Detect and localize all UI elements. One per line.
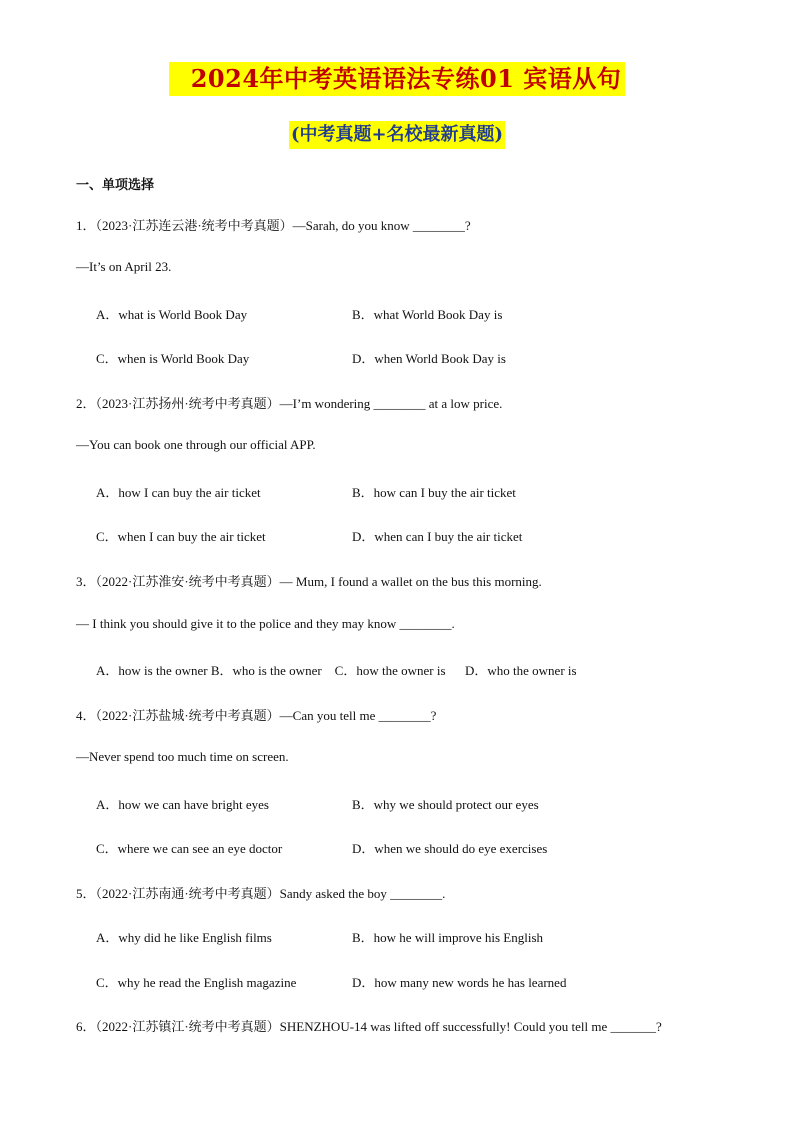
question-5-option-c: C．why he read the English magazine	[96, 975, 297, 990]
question-5-option-b: B．how he will improve his English	[352, 930, 544, 945]
question-1-stem: 1．（2023·江苏连云港·统考中考真题）—Sarah, do you know ________?	[76, 218, 471, 233]
subtitle-block	[0, 121, 794, 149]
question-4-reply: —Never spend too much time on screen.	[76, 749, 289, 764]
question-4-option-b: B．why we should protect our eyes	[352, 797, 539, 812]
question-2-option-d: D．when can I buy the air ticket	[352, 529, 523, 544]
title-block	[0, 62, 794, 96]
question-2-reply: —You can book one through our official APP.	[76, 437, 316, 452]
question-4-option-d: D．when we should do eye exercises	[352, 841, 548, 856]
question-1-option-d: D．when World Book Day is	[352, 351, 506, 366]
question-5-stem: 5．（2022·江苏南通·统考中考真题）Sandy asked the boy ________.	[76, 886, 446, 901]
page-subtitle: (中考真题+名校最新真题)	[289, 121, 505, 149]
question-5-option-a: A．why did he like English films	[96, 930, 272, 945]
question-6-stem: 6．（2022·江苏镇江·统考中考真题）SHENZHOU-14 was lifted off successfully! Could you tell me _______?	[76, 1019, 662, 1034]
question-1-option-c: C．when is World Book Day	[96, 351, 250, 366]
question-3-options: A．how is the owner B．who is the owner C．how the owner is D．who the owner is	[96, 663, 577, 678]
question-4-stem: 4．（2022·江苏盐城·统考中考真题）—Can you tell me ________?	[76, 708, 437, 723]
question-2-option-a: A．how I can buy the air ticket	[96, 485, 261, 500]
question-2-option-b: B．how can I buy the air ticket	[352, 485, 516, 500]
question-2-option-c: C．when I can buy the air ticket	[96, 529, 266, 544]
question-4-option-c: C．where we can see an eye doctor	[96, 841, 283, 856]
question-5-option-d: D．how many new words he has learned	[352, 975, 567, 990]
question-1-option-a: A．what is World Book Day	[96, 307, 248, 322]
question-1-option-b: B．what World Book Day is	[352, 307, 503, 322]
question-3-stem: 3．（2022·江苏淮安·统考中考真题）— Mum, I found a wallet on the bus this morning.	[76, 574, 542, 589]
question-1-reply: —It’s on April 23.	[76, 259, 172, 274]
question-4-option-a: A．how we can have bright eyes	[96, 797, 269, 812]
question-2-stem: 2．（2023·江苏扬州·统考中考真题）—I’m wondering ________ at a low price.	[76, 396, 503, 411]
section-heading: 一、单项选择	[76, 178, 155, 193]
page-title: 2024年中考英语语法专练01 宾语从句	[169, 62, 626, 96]
question-3-reply: — I think you should give it to the police and they may know ________.	[76, 616, 455, 631]
